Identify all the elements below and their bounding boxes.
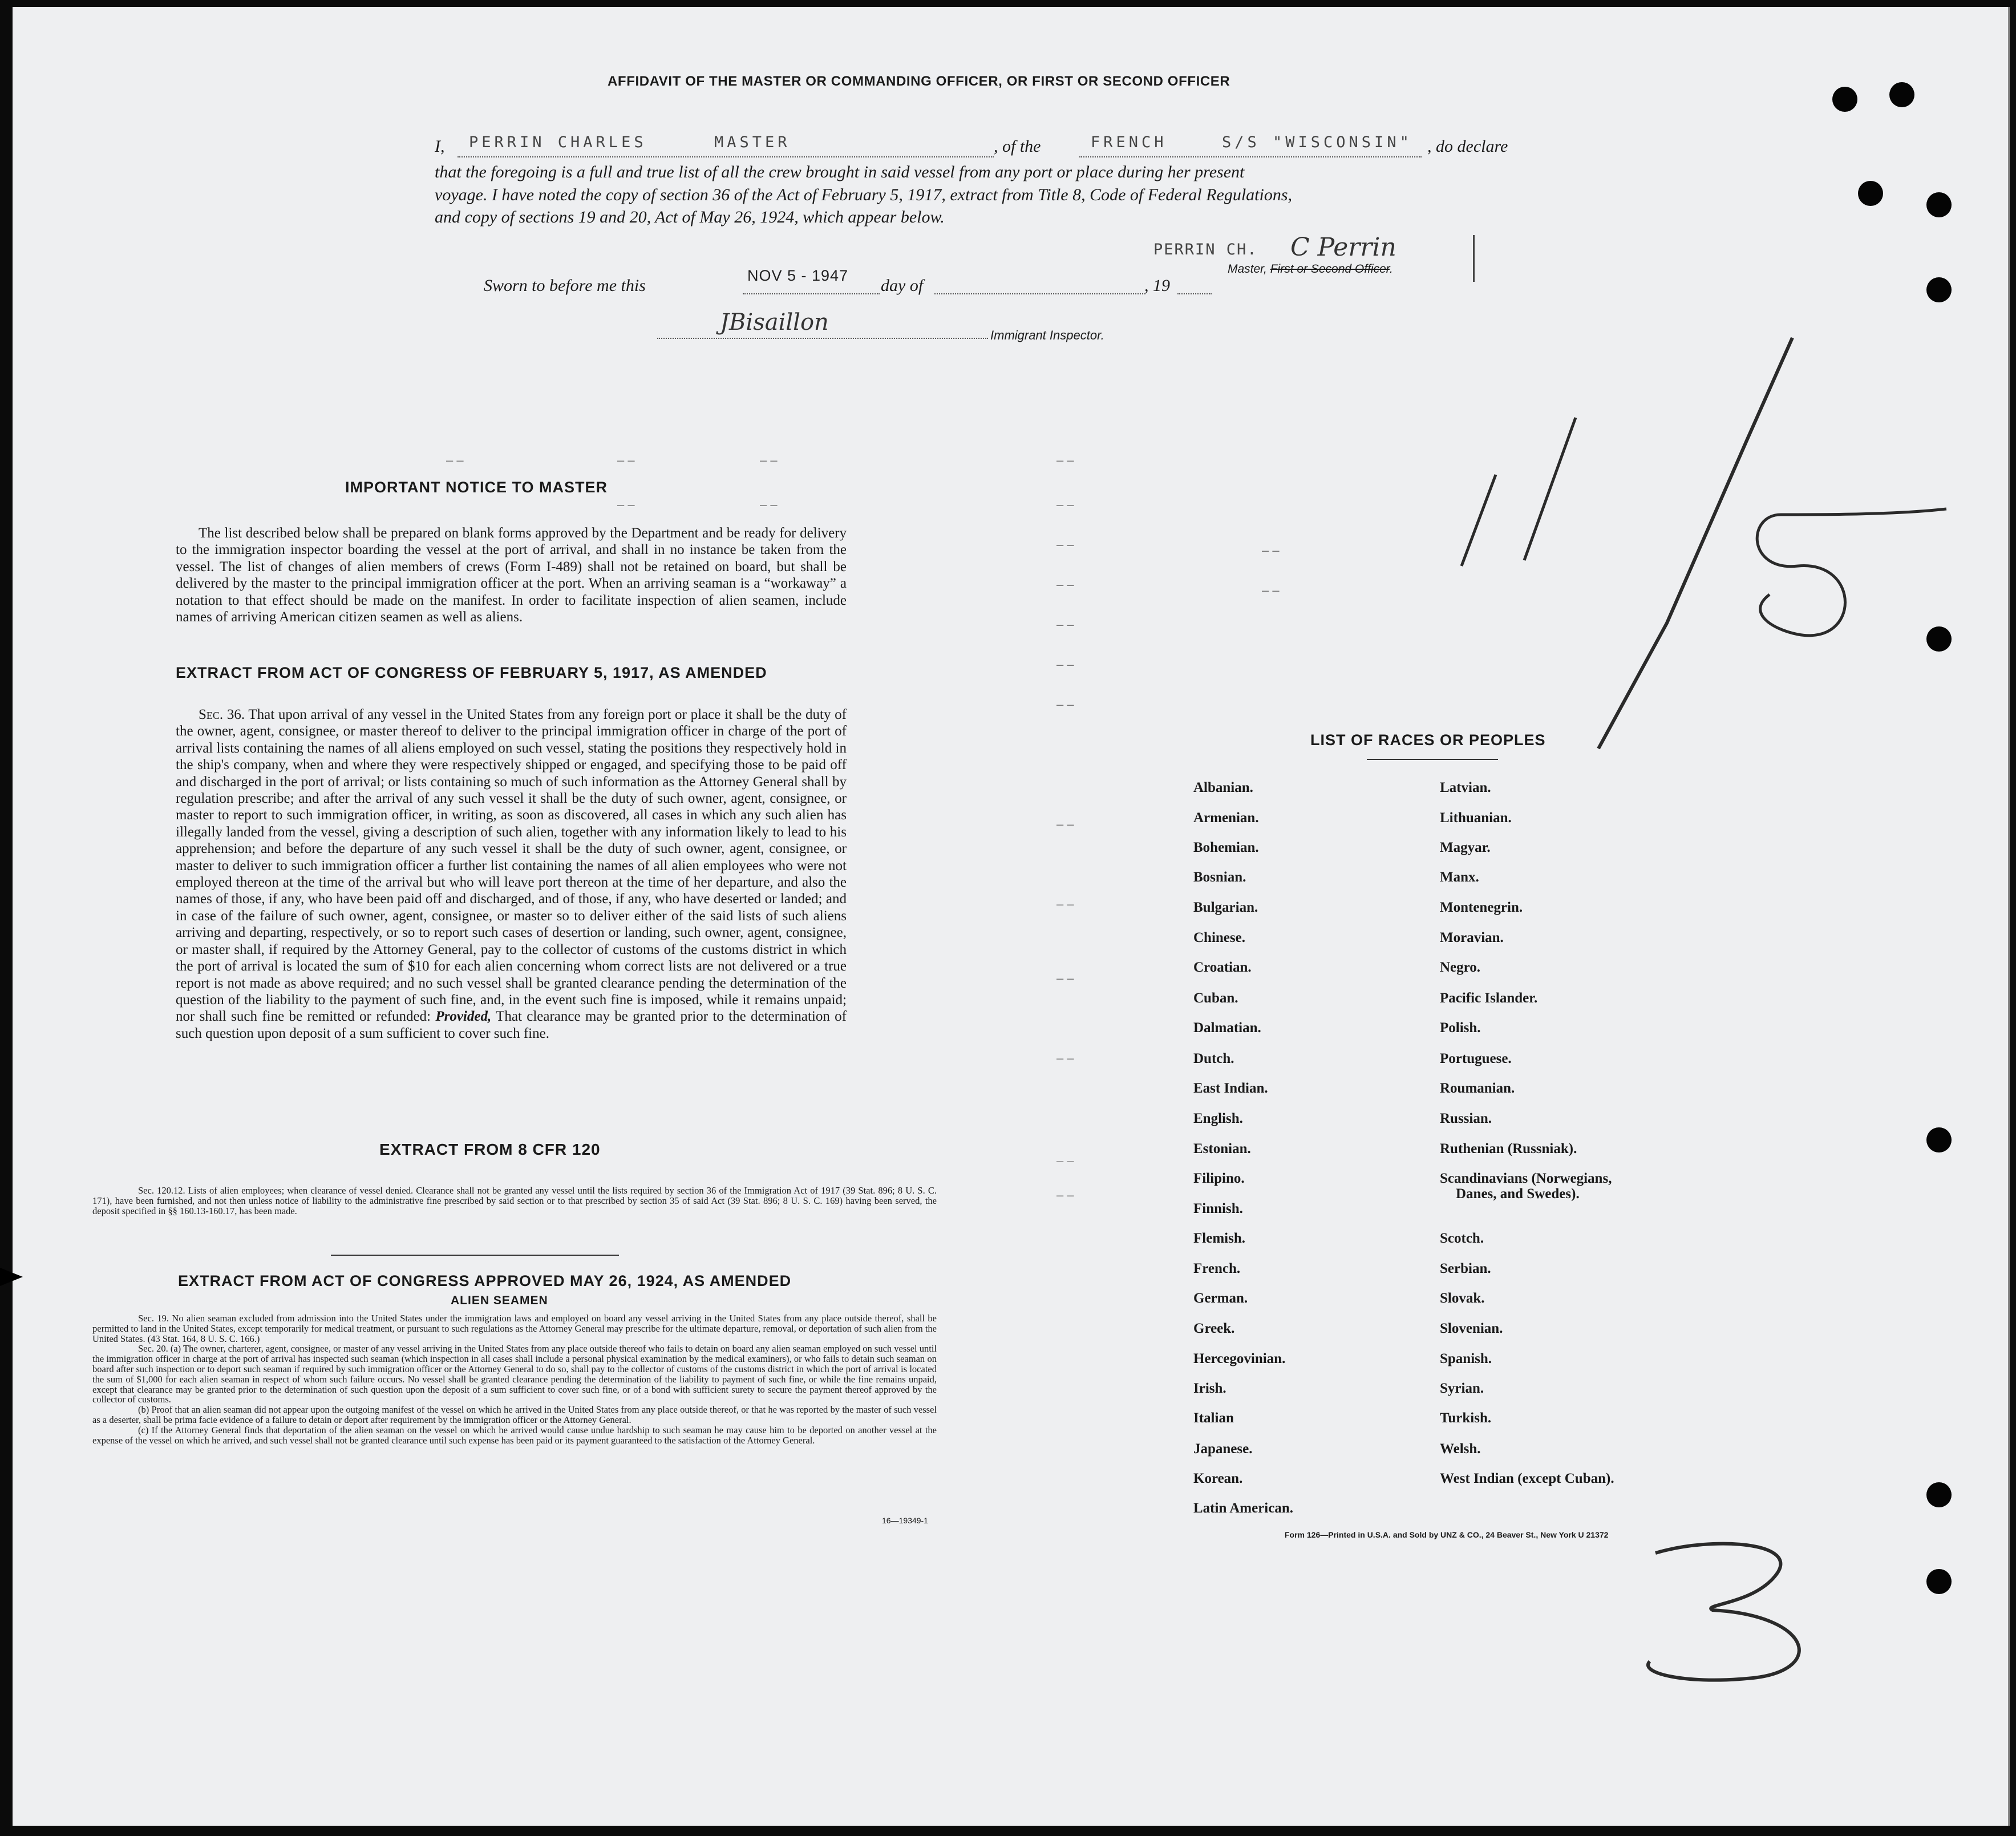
ghost-dash: – – [617,453,635,467]
notice-text: The list described below shall be prepared on blank forms approved by the Department and be ready for delivery to the immigration inspector boarding the vessel at the port of arrival, and shall in no instance be taken from the vessel. The list of changes of alien members of crews (Form I-489) shall not be retained on board, but shall be delivered by the master to the principal immigration officer at the port. When an arriving seaman is a “workaway” a notation to that effect should be made on the manifest. In order to facilitate inspection of alien seamen, include names of arriving American citizen seamen as well as aliens. [176,525,847,625]
race-item: Hercegovinian. [1193,1351,1286,1366]
race-item: Dalmatian. [1193,1020,1261,1036]
cfr-body [92,1186,937,1216]
race-item: Slovenian. [1440,1321,1503,1336]
ghost-dash: – – [1056,1051,1074,1065]
vessel-fill-line [1079,156,1422,157]
handwritten-date-annotation [1427,326,2009,760]
act1924-title: EXTRACT FROM ACT OF CONGRESS APPROVED MAY 26, 1924, AS AMENDED [178,1272,792,1289]
race-item: English. [1193,1111,1243,1126]
binder-hole [1858,181,1883,206]
race-item: Flemish. [1193,1231,1245,1246]
document-page [13,7,2010,1826]
declaration-line-1 [435,134,1536,156]
race-item: Italian [1193,1410,1234,1426]
vessel-name: S/S "WISCONSIN" [1222,134,1412,151]
race-item: Bosnian. [1193,870,1246,885]
notice-body [176,525,847,625]
race-item: Lithuanian. [1440,810,1512,826]
ghost-dash: – – [1056,537,1074,552]
race-item: Dutch. [1193,1051,1234,1066]
binder-hole [1926,1482,1952,1507]
race-item: Ruthenian (Russniak). [1440,1141,1577,1156]
race-item: Filipino. [1193,1171,1245,1186]
ghost-dash: – – [1056,617,1074,632]
race-item: Pacific Islander. [1440,990,1538,1006]
race-item: Japanese. [1193,1441,1253,1457]
master-rank: MASTER [714,134,791,151]
race-item: Syrian. [1440,1381,1484,1396]
race-item: Korean. [1193,1471,1243,1486]
race-item: Bulgarian. [1193,900,1258,915]
race-item: Latvian. [1440,780,1491,795]
binder-hole [1926,1569,1952,1594]
act1924-sec20c: (c) If the Attorney General finds that deportation of the alien seaman on the vessel on which he arrived would cause undue hardship to such seaman he may cause him to be deported on another vessel at the expense of the vessel on which he arrived, and such vessel shall not be granted clearance until such expense has been paid or its payment guaranteed to the satisfaction of the Attorney General. [92,1424,937,1446]
ghost-dash: – – [760,453,778,467]
binder-hole [1926,277,1952,302]
act1917-title: EXTRACT FROM ACT OF CONGRESS OF FEBRUARY 5, 1917, AS AMENDED [176,664,767,681]
master-caption-master: Master, [1228,262,1270,276]
declaration-line-2: that the foregoing is a full and true list of all the crew brought in said vessel from any port or place during her present [435,163,1245,181]
race-item: Spanish. [1440,1351,1492,1366]
ghost-dash: – – [1056,897,1074,911]
inspector-signature: JBisaillon [720,309,829,335]
race-item: Danes, and Swedes). [1456,1186,1580,1202]
ghost-dash: – – [1056,498,1074,512]
race-item: Moravian. [1440,930,1504,945]
affidavit-title: AFFIDAVIT OF THE MASTER OR COMMANDING OFFICER, OR FIRST OR SECOND OFFICER [608,74,1230,89]
ghost-dash: – – [1056,971,1074,985]
master-name: PERRIN CHARLES [469,134,647,151]
race-item: Estonian. [1193,1141,1251,1156]
race-item: Cuban. [1193,990,1238,1006]
master-caption-struck: First or Second Officer [1270,262,1390,276]
master-caption-end: . [1390,262,1393,276]
race-item: Chinese. [1193,930,1245,945]
notice-title: IMPORTANT NOTICE TO MASTER [345,479,608,496]
race-item: Welsh. [1440,1441,1481,1457]
year-line [1177,293,1212,294]
act1917-text: That upon arrival of any vessel in the United States from any foreign port or place it shall be the duty of the owner, agent, consignee, or master thereof to deliver to the principal immigration officer in charge of the port of arrival lists containing the names of all aliens employed on such vessel, stating the positions they respectively hold in the ship's company, when and where they were respectively shipped or engaged, and specifying those to be paid off and discharged in the port of arrival; or lists containing so much of such information as the Attorney General shall by regulation prescribe; and after the arrival of any such vessel it shall be the duty of such owner, agent, consignee, or master to report to such immigration officer, in writing, as soon as discovered, all cases in which any such alien has illegally landed from the vessel, giving a description of such alien, together with any information likely to lead to his apprehension; and before the departure of any such vessel it shall be the duty of such owner, agent, consignee, or master to deliver to such immigration officer a further list containing the names of all alien employees who were not employed thereon at the time of the arrival but who will leave port thereon at the time of her departure, and also the names of those, if any, who have been paid off and discharged, and of those, if any, who have deserted or landed; and in case of the failure of such owner, agent, consignee, or master so to deliver either of the said lists of such aliens arriving and departing, respectively, or so to report such cases of desertion or landing, such owner, agent, consignee, or master shall, if required by the Attorney General, pay to the collector of customs of the customs district in which the port of arrival is located the sum of $10 for each alien concerning whom correct lists are not delivered or a true report is not made as above required; and no such vessel shall be granted clearance pending the determination of the question of the liability to the payment of such fine, and, in the event such fine is imposed, while it remains unpaid; nor shall such fine be remitted or refunded: [176,707,847,1025]
race-item: East Indian. [1193,1081,1268,1096]
month-line [934,293,1145,294]
race-item: Croatian. [1193,960,1252,975]
race-item: Scotch. [1440,1231,1484,1246]
declaration-line-4: and copy of sections 19 and 20, Act of May 26, 1924, which appear below. [435,208,945,227]
sworn-prefix: Sworn to before me this [484,276,646,295]
declaration-prefix: I, [435,137,445,156]
signature-bracket [1473,235,1475,282]
race-item: Slovak. [1440,1291,1485,1306]
race-item: Magyar. [1440,840,1491,855]
handwritten-page-number [1633,1530,1827,1690]
race-item: Serbian. [1440,1261,1491,1276]
race-item: Portuguese. [1440,1051,1512,1066]
binder-hole [1832,87,1857,112]
ghost-dash: – – [1056,577,1074,592]
race-item: Turkish. [1440,1410,1492,1426]
races-title: LIST OF RACES OR PEOPLES [1310,731,1546,749]
act1924-sec20a: Sec. 20. (a) The owner, charterer, agent, consignee, or master of any vessel arriving in the United States from any place outside thereof who fails to detain on board any alien seaman employed on such vessel until the immigration officer in charge at the port of arrival has inspected such seaman (which inspection in all cases shall include a personal physical examination by the medical examiners), or who fails to detain such seaman on board after such inspection or to deport such seaman if required by such immigration officer or the Attorney General to do so, shall pay to the collector of customs of the customs district in which the port of arrival is located the sum of $1,000 for each alien seaman in respect of whom such failure occurs. No vessel shall be granted clearance pending the determination of the liability to payment of such fine, or while the fine remains unpaid, except that clearance may be granted prior to the determination of such question upon the deposit of a sum sufficient to cover such fine, or of a bond with sufficient surety to secure the payment thereof approved by the collector of customs. [92,1343,937,1405]
race-item: West Indian (except Cuban). [1440,1471,1614,1486]
ghost-dash: – – [1056,453,1074,467]
ghost-dash: – – [1056,817,1074,831]
race-item: German. [1193,1291,1248,1306]
sworn-date-stamp: NOV 5 - 1947 [747,267,849,284]
race-item: Montenegrin. [1440,900,1523,915]
race-item: Bohemian. [1193,840,1259,855]
declaration-line-3: voyage. I have noted the copy of section 36 of the Act of February 5, 1917, extract from Title 8, Code of Federal Regulations, [435,185,1293,204]
ghost-dash: – – [1262,543,1280,557]
sworn-date-line [743,293,880,294]
binder-hole [1926,192,1952,217]
page-notch [0,1268,23,1286]
race-item: Roumanian. [1440,1081,1515,1096]
race-item: Albanian. [1193,780,1253,795]
cfr-title: EXTRACT FROM 8 CFR 120 [379,1141,601,1158]
race-item: Latin American. [1193,1501,1293,1516]
race-item: Scandinavians (Norwegians, [1440,1171,1612,1186]
ghost-dash: – – [1056,1188,1074,1202]
race-item: Irish. [1193,1381,1226,1396]
race-item: Armenian. [1193,810,1259,826]
master-signature: C Perrin [1290,233,1396,262]
binder-hole [1926,626,1952,652]
ghost-dash: – – [617,498,635,512]
act1917-body [176,706,847,1042]
section-divider-1 [331,1255,619,1256]
ghost-dash: – – [1262,583,1280,597]
ghost-dash: – – [1056,697,1074,711]
inspector-line [657,338,988,339]
of-the-text: , of the [994,137,1041,156]
act1917-provided: Provided, [435,1009,492,1025]
name-fill-line [458,156,994,157]
race-item: Finnish. [1193,1201,1243,1216]
act1924-subtitle: ALIEN SEAMEN [451,1294,548,1307]
race-item: Negro. [1440,960,1481,975]
do-declare-text: , do declare [1427,137,1508,156]
ghost-dash: – – [760,498,778,512]
act1924-sec19: Sec. 19. No alien seaman excluded from admission into the United States under the immigration laws and employed on board any vessel arriving in the United States from any place outside thereof, shall be permitted to land in the United States, except temporarily for medical treatment, or pursuant to such regulations as the Attorney General may prescribe for the ultimate departure, removal, or deportation of such alien from the United States. (43 Stat. 164, 8 U. S. C. 166.) [92,1313,937,1344]
master-caption [1228,262,1393,276]
master-stamp: PERRIN CH. [1153,241,1258,258]
binder-hole [1889,82,1914,107]
cfr-text: Sec. 120.12. Lists of alien employees; when clearance of vessel denied. Clearance shall not be granted any vessel until the lists required by section 36 of the Immigration Act of 1917 (39 Stat. 896; 8 U. S. C. 171), have been furnished, and not then unless notice of liability to the administrative fine prescribed by said section or to that prescribed by section 35 of said Act (39 Stat. 896; 8 U. S. C. 169) having been served, the deposit specified in §§ 160.13-160.17, has been made. [92,1185,937,1216]
ghost-dash: – – [1056,1154,1074,1168]
race-item: Manx. [1440,870,1479,885]
race-item: Polish. [1440,1020,1481,1036]
form-code: 16—19349-1 [882,1516,928,1525]
day-of-text: day of [881,276,924,295]
binder-hole [1926,1127,1952,1152]
ghost-dash: – – [446,453,464,467]
act1924-sec20b: (b) Proof that an alien seaman did not appear upon the outgoing manifest of the vessel on which he arrived in the United States from any place outside thereof, or that he was reported by the master of such vessel as a deserter, shall be prima facie evidence of a failure to detain or deport after requirement by the immigration officer or the Attorney General. [92,1404,937,1425]
act1917-text-end: That clearance may be granted prior to the determination of such question upon deposit of a sum sufficient to cover such fine. [176,1009,847,1041]
vessel-nationality: FRENCH [1091,134,1167,151]
ghost-dash: – – [1056,657,1074,672]
form-footer: Form 126—Printed in U.S.A. and Sold by UNZ & CO., 24 Beaver St., New York U 21372 [1285,1530,1609,1539]
year-prefix: , 19 [1144,276,1170,295]
race-item: Russian. [1440,1111,1492,1126]
race-item: Greek. [1193,1321,1235,1336]
race-item: French. [1193,1261,1241,1276]
inspector-caption: Immigrant Inspector. [990,328,1104,342]
act1924-body [92,1313,937,1445]
act1917-sec-label: Sec. 36. [199,707,245,722]
